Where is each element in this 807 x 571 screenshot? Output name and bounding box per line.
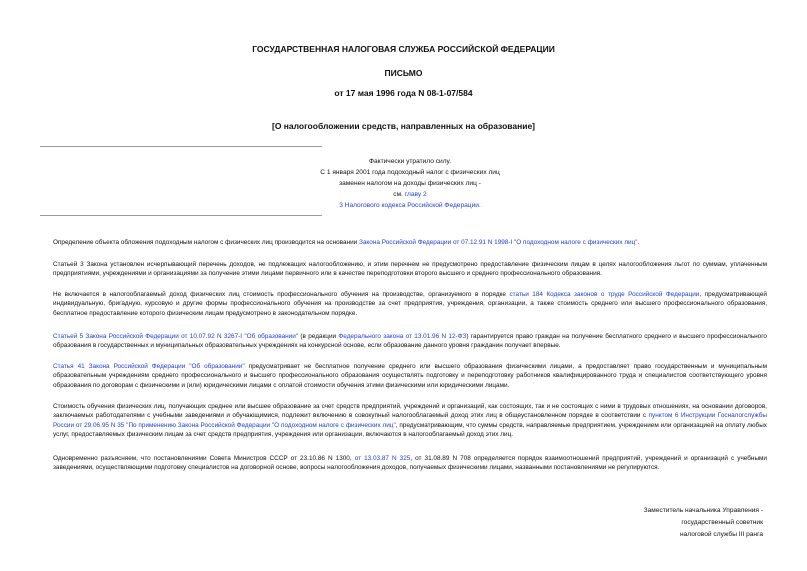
education-law-article-41-link[interactable]: Статья 41 Закона Российской Федерации "Об образовании"	[53, 363, 245, 370]
education-law-article-5-link[interactable]: Статьей 5 Закона Российской Федерации от 10.07.92 N 3267-I "Об образовании"	[53, 333, 299, 340]
paragraph-4	[53, 332, 767, 351]
paragraph-3-end: , предусматривающей индивидуальную, бригадную, курсовую и другие формы профессионального обучения на производстве за счет предприятия, учреждения, организации, а также стоимость среднего или высшего профессионального образования, бесплатное предоставление которого физическим лицам предусмотрено в законодательном порядке.	[53, 291, 767, 317]
document-date-number: от 17 мая 1996 года N 08-1-07/584	[334, 88, 473, 98]
signature-line3: налоговой службы III ранга	[679, 531, 763, 538]
paragraph-2-text: Статьей 3 Закона установлен исчерпывающий перечень доходов, не подлежащих налогообложению, и этим перечнем не предусмотрено предоставление физическим лицам в целях налогообложения льгот по суммам, уплаченным предприятиями, учреждениями и организациями за получение этими лицами первичного или в качестве переподготовки второго высшего и среднего профессионального образования.	[53, 261, 767, 278]
paragraph-7	[53, 454, 767, 473]
document-subject: [О налогообложении средств, направленных на образование]	[271, 121, 536, 131]
status-note-line3: заменен налогом на доходы физических лиц -	[339, 180, 481, 187]
status-note-prefix: см.	[393, 191, 405, 198]
status-note-line2: С 1 января 2001 года подоходный налог с физических лиц	[320, 169, 500, 176]
signature-line2: государственный советник	[681, 519, 763, 526]
top-divider	[40, 146, 322, 147]
labor-code-link[interactable]: статьи 184 Кодекса законов о труде Российской Федерации	[509, 291, 700, 298]
paragraph-5	[53, 362, 767, 390]
tax-code-link[interactable]: 3 Налогового кодекса Российской Федерации.	[339, 202, 481, 209]
paragraph-5-end: предусматривает не бесплатное получение среднего или высшего образования физическими лицами, а предоставляет право государственным и муниципальным образовательным учреждениям среднего профессионального и высшего профессионального образования осуществлять подготовку и переподготовку работников квалифицированного труда и специалистов соответствующего уровня образования по договорам с физическими и (или) юридическими лицами с оплатой стоимости обучения этими физическими или юридическими лицами.	[53, 363, 767, 389]
bottom-divider	[40, 215, 322, 216]
paragraph-7-text: Одновременно разъясняем, что постановлениями Совета Министров СССР от 23.10.86 N 1300,	[53, 455, 355, 462]
paragraph-6	[53, 402, 767, 440]
signature-block	[644, 505, 763, 541]
paragraph-3-text: Не включается в налогооблагаемый доход физических лиц стоимость профессионального обучения на производстве, организуемого в порядке	[53, 291, 510, 298]
paragraph-4-mid: (в редакции	[298, 333, 339, 340]
resolution-325-link[interactable]: от 13.03.87 N 325	[354, 455, 411, 462]
status-note-line1: Фактически утратило силу.	[368, 158, 452, 165]
signature-line1: Заместитель начальника Управления -	[643, 507, 763, 514]
paragraph-6-end: , предусматривающим, что суммы средств, направляемые предприятием, учреждением или организацией на оплату любых услуг, предоставляемых физическим лицам за счет средств предприятия, учреждения или организации, включаются в налогооблагаемый доход этих лиц.	[53, 421, 767, 439]
income-tax-law-link[interactable]: Закона Российской Федерации от 07.12.91 N 1998-I "О подоходном налоге с физических лиц"	[359, 239, 638, 246]
paragraph-7-end: , от 31.08.89 N 708 определяется порядок взаимоотношений предприятий, учреждений и организаций с учебными заведениями, осуществляющими подготовку специалистов на договорной основе, вопросы налогообложения доходов, получаемых физическими лицами, названными постановлениями не регулируются.	[53, 455, 768, 472]
paragraph-3	[53, 290, 767, 318]
tax-code-chapter-link[interactable]: главу 2	[404, 191, 427, 198]
federal-law-12fz-link[interactable]: Федерального закона от 13.01.96 N 12-ФЗ	[338, 333, 467, 340]
paragraph-6-text: Стоимость обучения физических лиц, получающих среднее или высшее образование за счет средств предприятий, учреждений и организаций, как состоящих, так и не состоящих с ними в трудовых отношениях, на основании договоров, заключаемых работодателями с учебными заведениями и обучающимися, подлежит включению в совокупный налогооблагаемый доход этих лиц в общеустановленном порядке в соответствии с	[53, 403, 767, 420]
paragraph-1	[53, 238, 767, 247]
agency-title: ГОСУДАРСТВЕННАЯ НАЛОГОВАЯ СЛУЖБА РОССИЙСКОЙ ФЕДЕРАЦИИ	[252, 44, 555, 54]
paragraph-4-end: ) гарантируется право граждан на получение бесплатного среднего и высшего профессионального образования в государственных и муниципальных образовательных учреждениях на конкурсной основе, если образование данного уровня гражданин получает впервые.	[53, 333, 767, 350]
instruction-35-link[interactable]: пунктом 6 Инструкции Госналогслужбы России от 29.06.95 N 35 "По применению Закона Российской Федерации "О подоходном налоге с физических лиц"	[53, 412, 767, 429]
paragraph-1-text: Определение объекта обложения подоходным налогом с физических лиц производится на основании	[53, 239, 360, 246]
document-type: ПИСЬМО	[384, 68, 423, 78]
paragraph-2	[53, 260, 767, 279]
paragraph-1-end: .	[637, 239, 640, 246]
status-note	[280, 156, 540, 211]
status-note-line4	[280, 189, 540, 200]
